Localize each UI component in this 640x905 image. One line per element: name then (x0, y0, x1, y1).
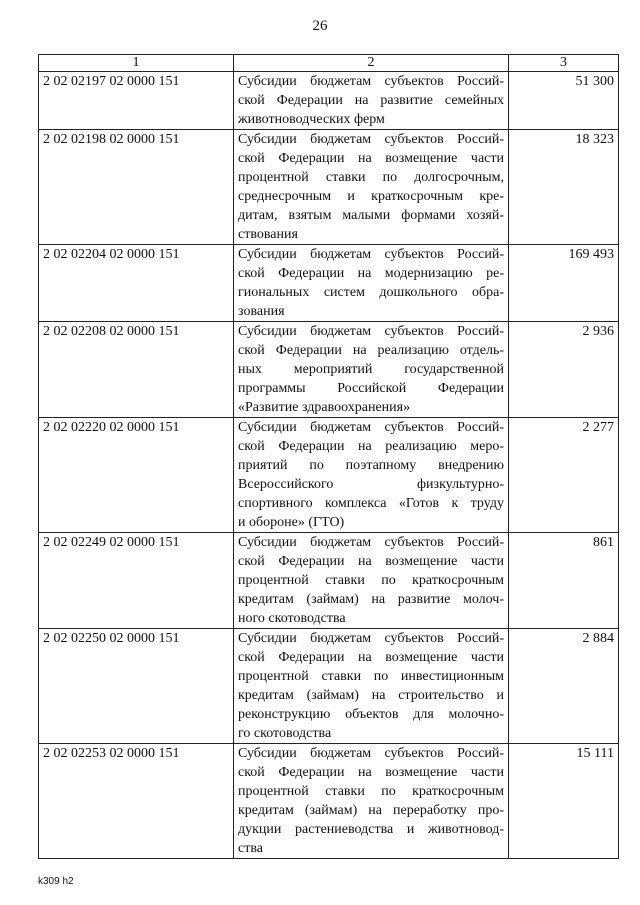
classification-code: 2 02 02220 02 0000 151 (39, 418, 234, 533)
description-line: Субсидии бюджетам субъектов Россий- (238, 535, 504, 550)
table-row (39, 72, 619, 130)
description-line: ных мероприятий государственной (238, 362, 504, 377)
description-line: кредитам (займам) на развитие молоч- (238, 592, 504, 607)
description-line: кредитам (займам) на строительство и (238, 688, 504, 703)
footer-code: k309 h2 (38, 876, 74, 887)
description-line: «Развитие здравоохранения» (238, 400, 411, 415)
classification-code: 2 02 02253 02 0000 151 (39, 744, 234, 859)
amount-value: 2 936 (509, 322, 619, 418)
amount-value: 169 493 (509, 245, 619, 322)
description-line: Субсидии бюджетам субъектов Россий- (238, 74, 504, 89)
amount-value: 51 300 (509, 72, 619, 130)
description-line: Всероссийского физкультурно- (238, 477, 504, 492)
subsidy-description (234, 322, 509, 418)
subsidy-description (234, 245, 509, 322)
description-line: процентной ставки по краткосрочным (238, 784, 504, 799)
subsidy-description (234, 744, 509, 859)
classification-code: 2 02 02197 02 0000 151 (39, 72, 234, 130)
table-row (39, 418, 619, 533)
subsidy-description (234, 72, 509, 130)
description-line: ного скотоводства (238, 611, 346, 626)
amount-value: 2 884 (509, 629, 619, 744)
amount-value: 861 (509, 533, 619, 629)
description-line: Субсидии бюджетам субъектов Россий- (238, 132, 504, 147)
description-line: дитам, взятым малыми формами хозяй- (238, 208, 504, 223)
table-header-row (39, 55, 619, 72)
description-line: кредитам (займам) на переработку про- (238, 803, 504, 818)
description-line: приятий по поэтапному внедрению (238, 458, 504, 473)
description-line: программы Российской Федерации (238, 381, 504, 396)
description-line: среднесрочным и краткосрочным кре- (238, 189, 504, 204)
description-line: и обороне» (ГТО) (238, 515, 345, 530)
description-line: спортивного комплекса «Готов к труду (238, 496, 504, 511)
description-line: ской Федерации на развитие семейных (238, 93, 504, 108)
classification-code: 2 02 02250 02 0000 151 (39, 629, 234, 744)
classification-code: 2 02 02208 02 0000 151 (39, 322, 234, 418)
description-line: дукции растениеводства и животновод- (238, 822, 504, 837)
classification-code: 2 02 02198 02 0000 151 (39, 130, 234, 245)
table-row (39, 130, 619, 245)
description-line: ской Федерации на возмещение части (238, 765, 504, 780)
description-line: процентной ставки по краткосрочным (238, 573, 504, 588)
description-line: реконструкцию объектов для молочно- (238, 707, 504, 722)
subsidy-description (234, 629, 509, 744)
table-row (39, 629, 619, 744)
description-line: Субсидии бюджетам субъектов Россий- (238, 420, 504, 435)
classification-code: 2 02 02249 02 0000 151 (39, 533, 234, 629)
subsidy-description (234, 533, 509, 629)
description-line: Субсидии бюджетам субъектов Россий- (238, 247, 504, 262)
table-row (39, 533, 619, 629)
description-line: ской Федерации на возмещение части (238, 151, 504, 166)
description-line: Субсидии бюджетам субъектов Россий- (238, 746, 504, 761)
description-line: ской Федерации на возмещение части (238, 554, 504, 569)
amount-value: 15 111 (509, 744, 619, 859)
description-line: процентной ставки по инвестиционным (238, 669, 504, 684)
description-line: Субсидии бюджетам субъектов Россий- (238, 324, 504, 339)
table-row (39, 245, 619, 322)
subsidy-description (234, 130, 509, 245)
description-line: зования (238, 304, 285, 319)
description-line: ской Федерации на реализацию отдель- (238, 343, 504, 358)
page-number: 26 (312, 18, 328, 34)
description-line: ства (238, 841, 263, 856)
classification-code: 2 02 02204 02 0000 151 (39, 245, 234, 322)
description-line: животноводческих ферм (238, 112, 385, 127)
budget-table (38, 54, 619, 859)
description-line: го скотоводства (238, 726, 332, 741)
amount-value: 2 277 (509, 418, 619, 533)
description-line: ской Федерации на модернизацию ре- (238, 266, 504, 281)
column-header-2: 2 (234, 55, 509, 72)
description-line: процентной ставки по долгосрочным, (238, 170, 504, 185)
subsidy-description (234, 418, 509, 533)
column-header-1: 1 (39, 55, 234, 72)
table-row (39, 322, 619, 418)
description-line: ской Федерации на возмещение части (238, 650, 504, 665)
table-row (39, 744, 619, 859)
column-header-3: 3 (509, 55, 619, 72)
amount-value: 18 323 (509, 130, 619, 245)
description-line: ской Федерации на реализацию меро- (238, 439, 504, 454)
description-line: гиональных систем дошкольного обра- (238, 285, 504, 300)
description-line: Субсидии бюджетам субъектов Россий- (238, 631, 504, 646)
description-line: ствования (238, 227, 298, 242)
